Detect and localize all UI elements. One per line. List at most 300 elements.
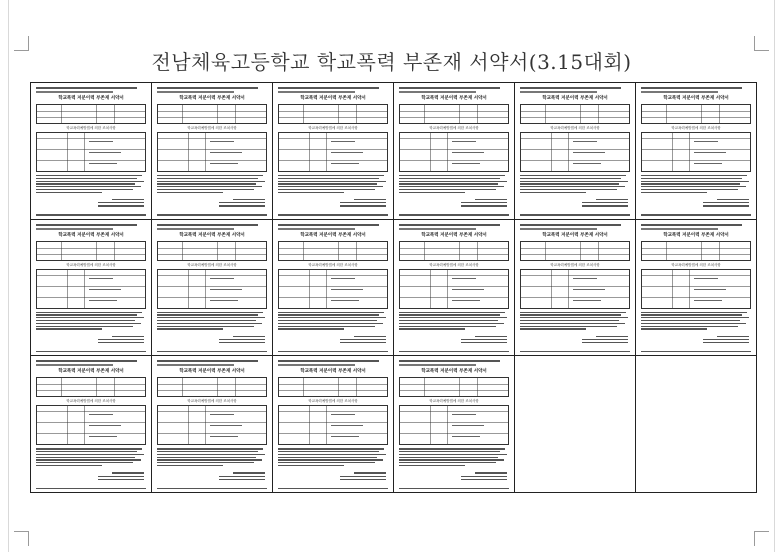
form-footnote [278, 488, 388, 489]
signature-line [475, 199, 507, 200]
pledge-sheet-thumbnail [636, 220, 757, 357]
form-note-line [157, 224, 258, 226]
applicant-info-table [157, 241, 267, 261]
body-text-line [36, 317, 144, 318]
form-note-line [399, 224, 500, 226]
form-note-line [36, 224, 137, 226]
applicant-info-table [278, 241, 388, 261]
body-text-line [278, 454, 386, 455]
table-text-line [331, 163, 359, 164]
table-text-line [331, 300, 359, 301]
form-subheading: 학교폭력예방법에 의한 조치사항 [671, 262, 721, 267]
form-note-line [157, 228, 234, 230]
form-note-line [520, 224, 621, 226]
form-heading: 학교폭력 저분이력 부존재 서약서 [300, 232, 366, 238]
body-text-line [520, 189, 617, 190]
signature-block [340, 470, 386, 482]
form-heading: 학교폭력 저분이력 부존재 서약서 [542, 96, 608, 101]
form-heading: 학교폭력 저분이력 부존재 서약서 [421, 232, 487, 238]
pledge-form [278, 87, 388, 216]
measures-table [399, 269, 509, 309]
table-text-line [452, 414, 476, 415]
crop-mark-bottom-right [754, 531, 769, 546]
signature-line [596, 199, 628, 200]
body-text-line [399, 328, 465, 329]
body-text-line [641, 183, 740, 184]
signature-block [219, 197, 265, 209]
body-text-line [36, 454, 144, 455]
body-text-line [36, 189, 133, 190]
form-note-line [520, 228, 597, 230]
body-text-line [157, 181, 265, 182]
body-text-line [399, 326, 496, 327]
measures-table [278, 132, 388, 172]
pledge-sheet-thumbnail [31, 83, 152, 220]
measures-table [278, 405, 388, 445]
pledge-sheet-thumbnail [31, 220, 152, 357]
empty-cell [636, 356, 757, 493]
measures-table [520, 132, 630, 172]
pledge-body-text [36, 448, 146, 466]
form-note-line [399, 360, 500, 362]
form-heading: 학교폭력 저분이력 부존재 서약서 [58, 369, 124, 375]
pledge-body-text [278, 448, 388, 466]
body-text-line [520, 183, 619, 184]
form-heading: 학교폭력 저분이력 부존재 서약서 [58, 232, 124, 238]
body-text-line [157, 186, 262, 187]
signature-line [461, 342, 507, 343]
body-text-line [641, 189, 738, 190]
pledge-sheet-thumbnail [394, 83, 515, 220]
body-text-line [399, 454, 507, 455]
table-text-line [210, 163, 238, 164]
body-text-line [278, 178, 379, 179]
table-text-line [89, 289, 121, 290]
form-note-line [641, 224, 742, 226]
signature-line [98, 202, 144, 203]
table-text-line [89, 278, 113, 279]
form-subheading: 학교폭력예방법에 의한 조치사항 [429, 262, 479, 267]
table-text-line [573, 152, 605, 153]
body-text-line [399, 465, 465, 466]
signature-line [219, 202, 265, 203]
signature-block [461, 197, 507, 209]
signature-line [717, 199, 749, 200]
pledge-body-text [641, 312, 751, 330]
table-text-line [573, 300, 601, 301]
pledge-body-text [399, 175, 509, 193]
body-text-line [641, 312, 747, 313]
body-text-line [399, 312, 505, 313]
signature-line [219, 476, 265, 477]
body-text-line [641, 181, 749, 182]
signature-line [340, 202, 386, 203]
table-text-line [331, 152, 363, 153]
body-text-line [278, 183, 377, 184]
form-note-line [641, 91, 718, 93]
pledge-form [157, 224, 267, 353]
body-text-line [278, 314, 379, 315]
body-text-line [278, 181, 386, 182]
signature-block [703, 334, 749, 346]
form-footnote [641, 351, 751, 352]
form-note-line [278, 91, 355, 93]
signature-line [582, 339, 628, 340]
pledge-body-text [36, 312, 146, 330]
signature-line [582, 202, 628, 203]
body-text-line [157, 465, 223, 466]
body-text-line [641, 326, 738, 327]
signature-block [219, 334, 265, 346]
body-text-line [36, 178, 137, 179]
applicant-info-table [399, 241, 509, 261]
form-note-line [36, 360, 137, 362]
pledge-body-text [520, 312, 630, 330]
signature-line [112, 336, 144, 337]
signature-block [703, 197, 749, 209]
signature-line [354, 336, 386, 337]
body-text-line [36, 175, 142, 176]
pledge-sheet-thumbnail [152, 356, 273, 493]
body-text-line [36, 192, 102, 193]
body-text-line [157, 175, 263, 176]
signature-line [717, 336, 749, 337]
pledge-sheet-thumbnail [636, 83, 757, 220]
form-heading: 학교폭력 저분이력 부존재 서약서 [663, 232, 729, 238]
signature-line [233, 336, 265, 337]
signature-line [219, 342, 265, 343]
body-text-line [36, 183, 135, 184]
body-text-line [520, 178, 621, 179]
empty-cell [515, 356, 636, 493]
body-text-line [278, 457, 377, 458]
form-footnote [157, 351, 267, 352]
applicant-info-table [36, 104, 146, 124]
form-footnote [399, 214, 509, 215]
table-text-line [694, 300, 722, 301]
form-note-line [399, 87, 500, 89]
pledge-form [399, 360, 509, 489]
form-subheading: 학교폭력예방법에 의한 조치사항 [66, 399, 116, 404]
form-note-line [157, 91, 234, 93]
table-text-line [694, 141, 718, 142]
form-note-line [278, 224, 379, 226]
signature-line [340, 205, 386, 206]
signature-line [475, 472, 507, 473]
body-text-line [399, 189, 496, 190]
form-subheading: 학교폭력예방법에 의한 조치사항 [429, 126, 479, 130]
signature-line [461, 202, 507, 203]
signature-line [98, 339, 144, 340]
table-text-line [210, 141, 234, 142]
body-text-line [641, 178, 742, 179]
pledge-body-text [399, 448, 509, 466]
form-note-line [520, 87, 621, 89]
signature-line [596, 336, 628, 337]
applicant-info-table [278, 104, 388, 124]
table-text-line [573, 278, 597, 279]
body-text-line [36, 465, 102, 466]
body-text-line [399, 448, 505, 449]
body-text-line [157, 320, 256, 321]
form-footnote [157, 214, 267, 215]
body-text-line [641, 320, 740, 321]
body-text-line [36, 312, 142, 313]
pledge-body-text [157, 175, 267, 193]
form-note-line [36, 87, 137, 89]
body-text-line [157, 457, 256, 458]
body-text-line [641, 175, 747, 176]
form-subheading: 학교폭력예방법에 의한 조치사항 [308, 399, 358, 404]
table-text-line [452, 289, 484, 290]
signature-line [98, 479, 144, 480]
body-text-line [157, 183, 256, 184]
body-text-line [399, 314, 500, 315]
signature-line [98, 205, 144, 206]
signature-line [219, 479, 265, 480]
body-text-line [520, 320, 619, 321]
pledge-sheet-thumbnail [273, 83, 394, 220]
body-text-line [520, 323, 625, 324]
form-subheading: 학교폭력예방법에 의한 조치사항 [308, 126, 358, 130]
form-footnote [399, 488, 509, 489]
table-text-line [573, 289, 605, 290]
pledge-form [278, 224, 388, 353]
form-note-line [641, 228, 718, 230]
document-title: 전남체육고등학교 학교폭력 부존재 서약서(3.15대회) [151, 50, 632, 74]
signature-line [98, 342, 144, 343]
table-text-line [331, 289, 363, 290]
form-note-line [399, 228, 476, 230]
body-text-line [399, 181, 507, 182]
body-text-line [278, 448, 384, 449]
form-note-line [520, 91, 597, 93]
signature-line [703, 205, 749, 206]
body-text-line [157, 189, 254, 190]
measures-table [157, 405, 267, 445]
pledge-body-text [36, 175, 146, 193]
table-text-line [89, 163, 117, 164]
measures-table [157, 269, 267, 309]
pledge-body-text [157, 312, 267, 330]
pledge-sheet-thumbnail [273, 356, 394, 493]
form-heading: 학교폭력 저분이력 부존재 서약서 [179, 232, 245, 238]
form-note-line [36, 91, 113, 93]
applicant-info-table [399, 104, 509, 124]
applicant-info-table [399, 377, 509, 397]
form-note-line [278, 87, 379, 89]
table-text-line [573, 163, 601, 164]
pledge-body-text [399, 312, 509, 330]
table-text-line [89, 414, 113, 415]
table-text-line [89, 436, 117, 437]
form-heading: 학교폭력 저분이력 부존재 서약서 [58, 96, 124, 101]
form-footnote [278, 351, 388, 352]
body-text-line [157, 178, 258, 179]
signature-line [461, 479, 507, 480]
form-footnote [36, 488, 146, 489]
table-text-line [210, 436, 238, 437]
body-text-line [278, 175, 384, 176]
form-subheading: 학교폭력예방법에 의한 조치사항 [308, 262, 358, 267]
signature-line [461, 339, 507, 340]
pledge-sheet-thumbnail [515, 83, 636, 220]
form-footnote [36, 351, 146, 352]
form-note-line [399, 91, 476, 93]
signature-block [340, 197, 386, 209]
applicant-info-table [36, 241, 146, 261]
body-text-line [157, 326, 254, 327]
form-heading: 학교폭력 저분이력 부존재 서약서 [300, 369, 366, 375]
signature-line [582, 342, 628, 343]
form-subheading: 학교폭력예방법에 의한 조치사항 [187, 262, 237, 267]
body-text-line [157, 454, 265, 455]
table-text-line [452, 278, 476, 279]
table-text-line [694, 278, 718, 279]
body-text-line [520, 312, 626, 313]
body-text-line [36, 451, 137, 452]
body-text-line [36, 459, 141, 460]
body-text-line [520, 186, 625, 187]
measures-table [520, 269, 630, 309]
signature-line [461, 476, 507, 477]
signature-line [340, 479, 386, 480]
body-text-line [399, 317, 507, 318]
body-text-line [157, 448, 263, 449]
body-text-line [520, 328, 586, 329]
measures-table [36, 269, 146, 309]
body-text-line [36, 457, 135, 458]
body-text-line [520, 181, 628, 182]
table-text-line [452, 436, 480, 437]
body-text-line [278, 462, 375, 463]
body-text-line [399, 451, 500, 452]
form-subheading: 학교폭력예방법에 의한 조치사항 [550, 262, 600, 267]
pledge-form [36, 360, 146, 489]
form-note-line [278, 228, 355, 230]
form-note-line [278, 360, 379, 362]
signature-line [354, 199, 386, 200]
applicant-info-table [520, 241, 630, 261]
pledge-body-text [278, 312, 388, 330]
form-heading: 학교폭력 저분이력 부존재 서약서 [663, 96, 729, 101]
pledge-form [157, 87, 267, 216]
pledge-form [399, 224, 509, 353]
signature-line [461, 205, 507, 206]
body-text-line [278, 320, 377, 321]
signature-line [703, 339, 749, 340]
form-heading: 학교폭력 저분이력 부존재 서약서 [179, 369, 245, 375]
table-text-line [452, 141, 476, 142]
table-text-line [452, 300, 480, 301]
pledge-form [36, 87, 146, 216]
form-subheading: 학교폭력예방법에 의한 조치사항 [429, 399, 479, 404]
body-text-line [641, 192, 707, 193]
body-text-line [399, 320, 498, 321]
table-text-line [89, 152, 121, 153]
body-text-line [278, 192, 344, 193]
body-text-line [157, 314, 258, 315]
table-text-line [210, 425, 242, 426]
body-text-line [157, 462, 254, 463]
table-text-line [331, 141, 355, 142]
body-text-line [36, 320, 135, 321]
page-edge-right [774, 0, 775, 552]
table-text-line [89, 300, 117, 301]
pledge-sheet-thumbnail [152, 220, 273, 357]
body-text-line [641, 186, 746, 187]
pledge-sheet-thumbnail [394, 356, 515, 493]
pledge-sheet-thumbnail [31, 356, 152, 493]
pledge-sheet-thumbnail [152, 83, 273, 220]
pledge-body-text [520, 175, 630, 193]
signature-block [98, 334, 144, 346]
page-edge-left [8, 0, 9, 552]
form-heading: 학교폭력 저분이력 부존재 서약서 [179, 96, 245, 101]
signature-block [98, 197, 144, 209]
form-note-line [399, 364, 476, 366]
table-text-line [210, 152, 242, 153]
applicant-info-table [641, 241, 751, 261]
pledge-body-text [278, 175, 388, 193]
body-text-line [278, 186, 383, 187]
signature-line [98, 476, 144, 477]
applicant-info-table [157, 104, 267, 124]
signature-block [98, 470, 144, 482]
form-footnote [278, 214, 388, 215]
body-text-line [520, 175, 626, 176]
pledge-form [641, 224, 751, 353]
signature-block [582, 334, 628, 346]
form-note-line [278, 364, 355, 366]
signature-line [233, 472, 265, 473]
applicant-info-table [278, 377, 388, 397]
form-footnote [641, 214, 751, 215]
measures-table [399, 405, 509, 445]
table-text-line [89, 425, 121, 426]
form-subheading: 학교폭력예방법에 의한 조치사항 [671, 126, 721, 130]
applicant-info-table [157, 377, 267, 397]
signature-line [475, 336, 507, 337]
body-text-line [399, 462, 496, 463]
signature-line [340, 339, 386, 340]
form-heading: 학교폭력 저분이력 부존재 서약서 [542, 232, 608, 238]
measures-table [36, 405, 146, 445]
form-footnote [520, 351, 630, 352]
body-text-line [36, 448, 142, 449]
body-text-line [157, 328, 223, 329]
measures-table [399, 132, 509, 172]
signature-line [703, 202, 749, 203]
body-text-line [641, 323, 746, 324]
signature-block [582, 197, 628, 209]
table-text-line [89, 141, 113, 142]
pledge-body-text [641, 175, 751, 193]
pledge-form [36, 224, 146, 353]
body-text-line [520, 326, 617, 327]
body-text-line [157, 323, 262, 324]
body-text-line [278, 317, 386, 318]
table-text-line [210, 300, 238, 301]
body-text-line [520, 317, 628, 318]
signature-line [112, 199, 144, 200]
form-note-line [157, 360, 258, 362]
pledge-form [520, 224, 630, 353]
signature-line [582, 205, 628, 206]
body-text-line [157, 317, 265, 318]
form-heading: 학교폭력 저분이력 부존재 서약서 [421, 369, 487, 375]
body-text-line [157, 451, 258, 452]
